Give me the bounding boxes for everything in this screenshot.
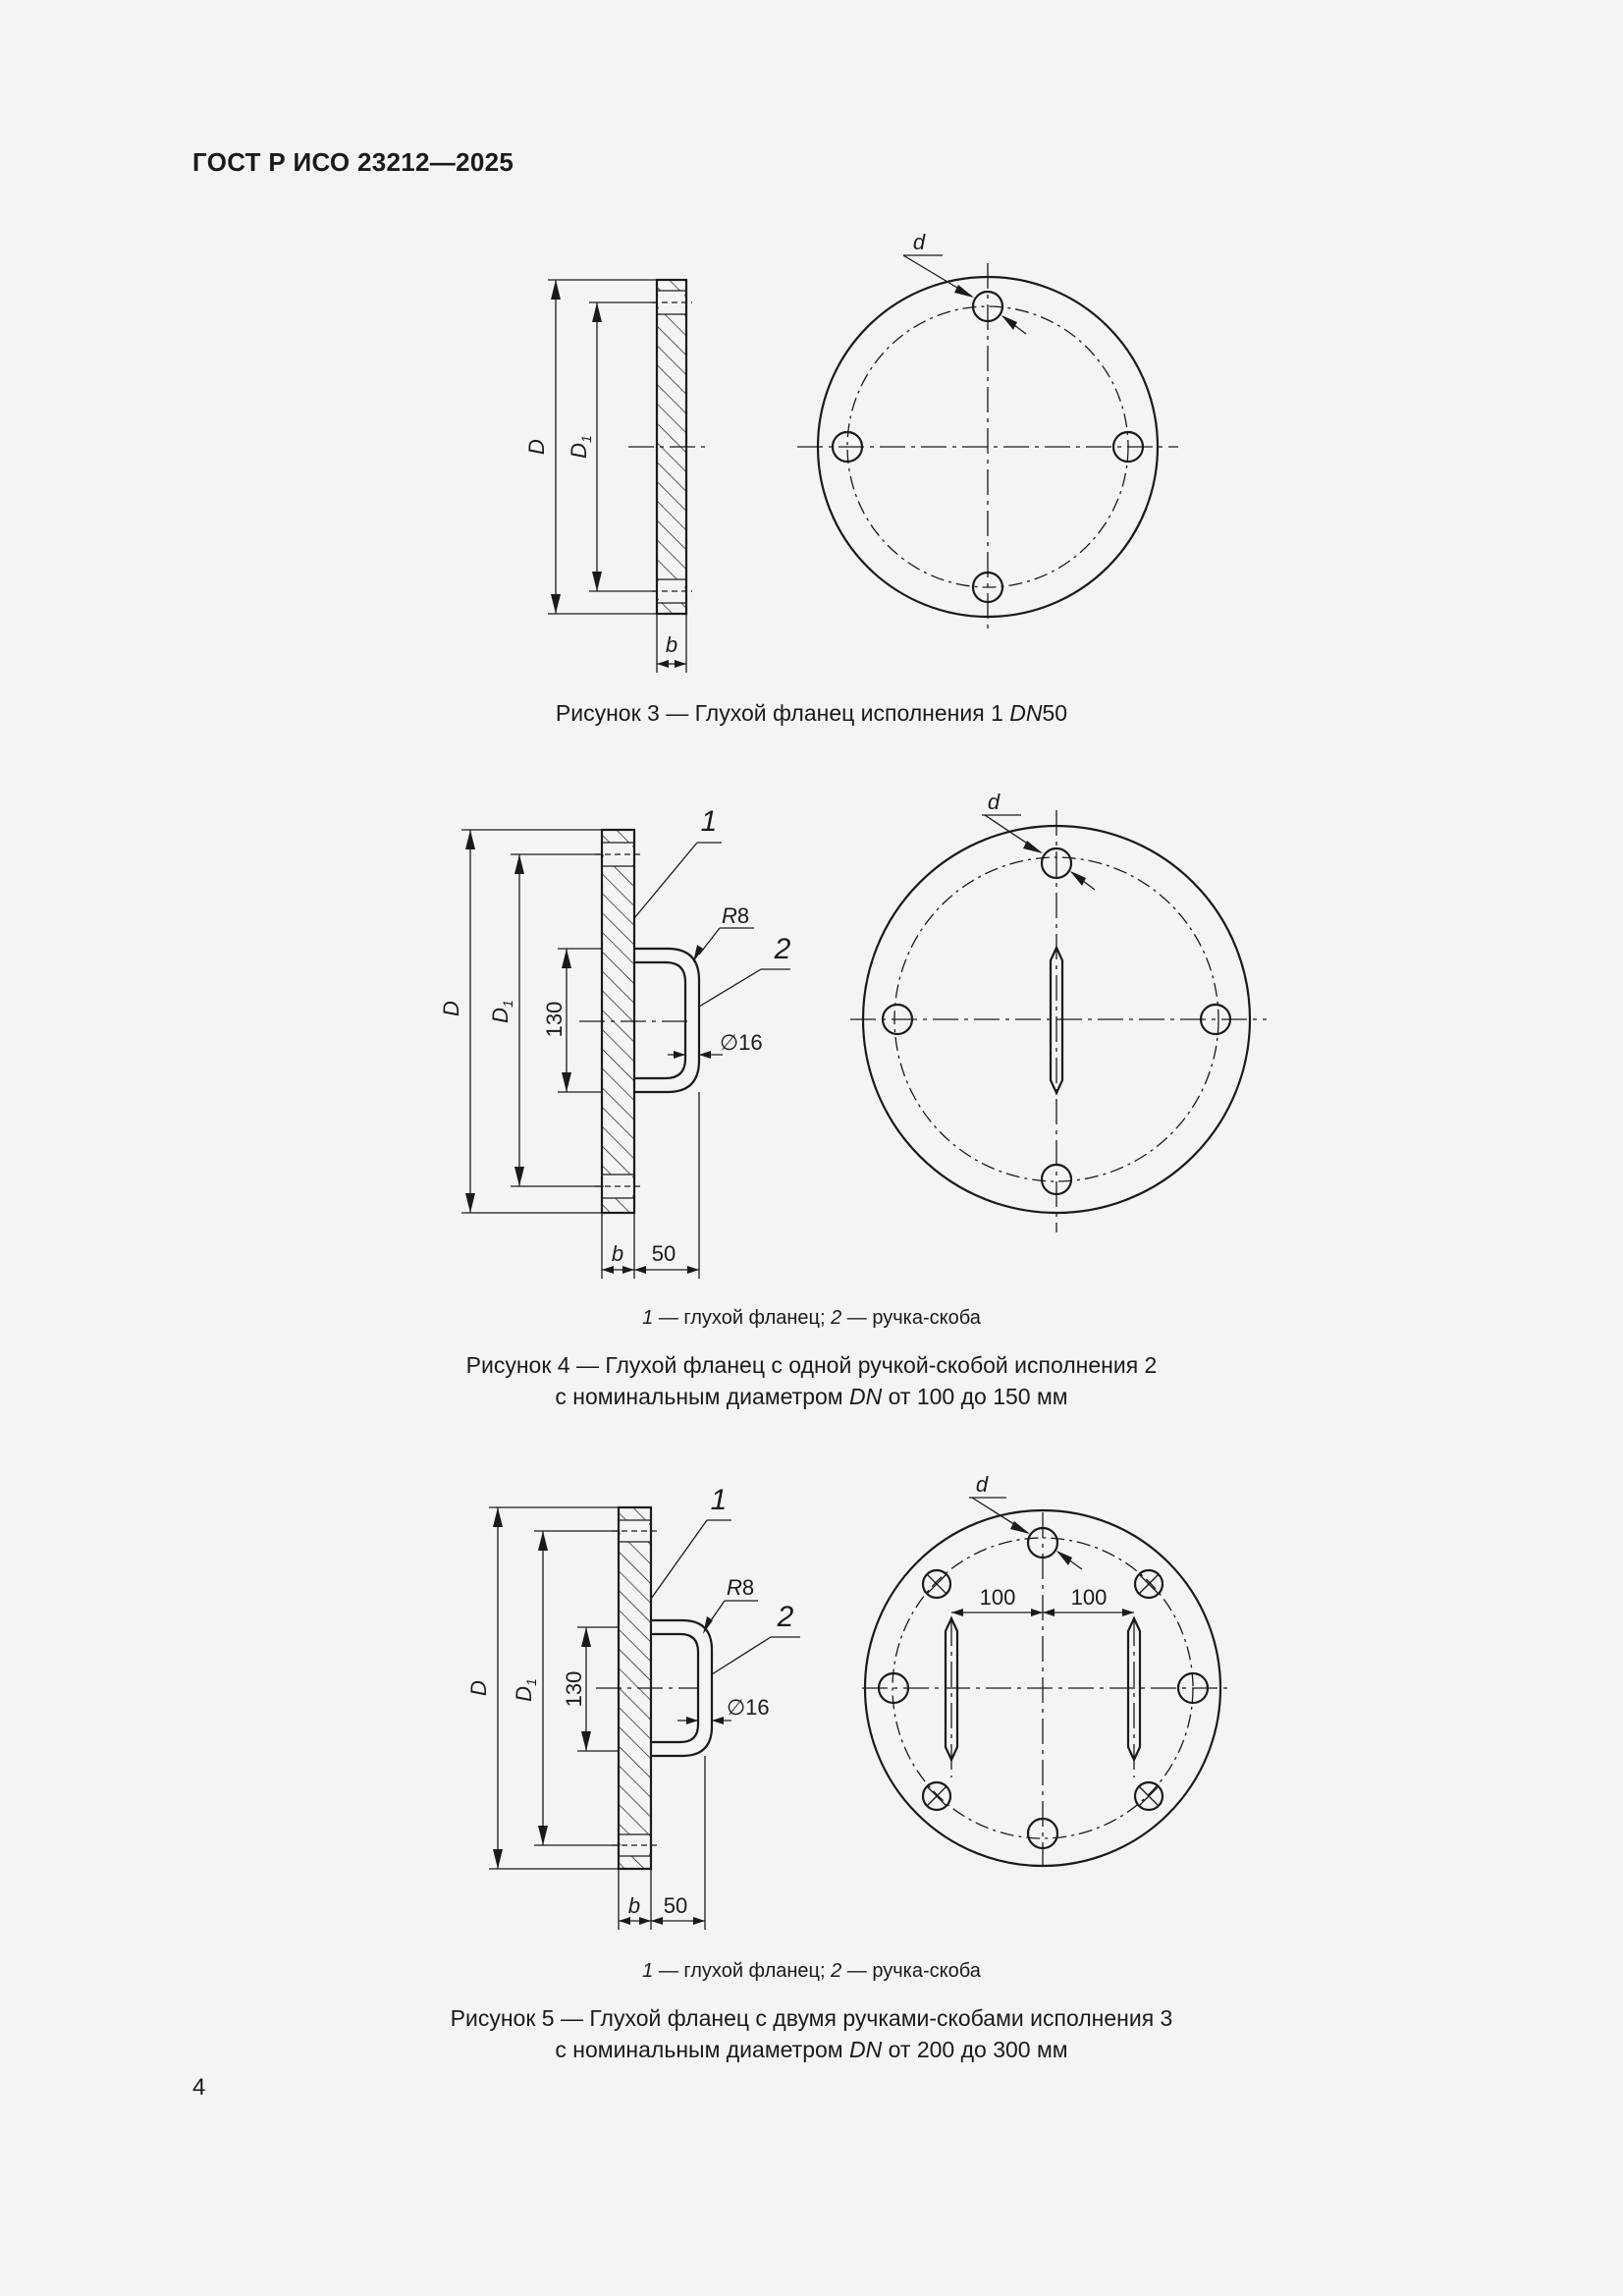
svg-text:∅16: ∅16 [720, 1030, 763, 1055]
figure-4-caption: Рисунок 4 — Глухой фланец с одной ручкой-скобой исполнения 2 с номинальным диаметром DN от 100 до 150 мм [465, 1352, 1158, 1409]
svg-text:R8: R8 [722, 903, 750, 928]
fig5-position-leaders [651, 1484, 800, 1674]
figure-5-caption: Рисунок 5 — Глухой фланец с двумя ручками-скобами исполнения 3 с номинальным диаметром DN от 200 до 300 мм [450, 2005, 1173, 2062]
fig4-position-leaders [634, 805, 791, 1007]
fig3-dim-b [657, 614, 686, 673]
svg-text:D: D [439, 1001, 463, 1016]
svg-text:D1: $D_1$ [567, 435, 594, 459]
fig3-label-d: d [912, 230, 926, 254]
svg-text:130: 130 [562, 1670, 586, 1708]
fig5-dim-dia16 [677, 1695, 770, 1724]
fig5-spacing-right: 100 [1070, 1585, 1108, 1610]
svg-text:d: d [987, 790, 1001, 814]
svg-text:50: 50 [663, 1893, 688, 1918]
page-number: 4 [192, 2074, 206, 2101]
fig3-label-D: D [524, 439, 549, 455]
fig4-dim-130 [542, 949, 602, 1092]
fig4-handle [634, 949, 699, 1092]
fig3-label-b: b [665, 632, 678, 657]
fig5-side-section [596, 1507, 697, 1869]
figure-5-drawing [0, 1463, 1623, 2013]
fig4-front-view [850, 790, 1267, 1232]
figure-3-drawing [0, 0, 1623, 707]
svg-text:R8: R8 [727, 1575, 755, 1600]
fig5-dim-130 [562, 1627, 619, 1751]
fig4-pos-1: 1 [700, 805, 718, 838]
fig4-dim-dia16 [668, 1030, 763, 1059]
svg-text:D1: $D_1$ [488, 1000, 515, 1023]
figure-4-drawing [0, 786, 1623, 1316]
fig3-side-section [628, 280, 707, 614]
figure-5-legend: 1 — глухой фланец; 2 — ручка-скоба [642, 1960, 981, 1982]
fig5-front-view [862, 1472, 1232, 1866]
svg-text:b: b [611, 1241, 624, 1266]
svg-text:∅16: ∅16 [727, 1695, 770, 1720]
svg-text:130: 130 [542, 1001, 567, 1038]
fig5-dim-R8 [703, 1575, 758, 1634]
fig4-dim-R8 [693, 903, 754, 962]
fig4-dim-D [439, 830, 602, 1213]
document-header: ГОСТ Р ИСО 23212—2025 [192, 147, 514, 177]
fig5-pos-1: 1 [710, 1484, 728, 1516]
svg-text:D1: $D_1$ [512, 1678, 539, 1702]
figure-4-legend: 1 — глухой фланец; 2 — ручка-скоба [642, 1307, 981, 1329]
svg-text:50: 50 [651, 1241, 676, 1266]
fig4-side-section [579, 830, 687, 1213]
fig3-label-D1: D [567, 442, 591, 459]
fig5-spacing-left: 100 [979, 1585, 1016, 1610]
fig5-pos-2: 2 [777, 1601, 794, 1633]
svg-text:b: b [627, 1893, 641, 1918]
svg-text:d: d [975, 1472, 989, 1497]
fig3-front-view [797, 230, 1178, 629]
svg-text:D: D [466, 1680, 491, 1696]
figure-3-caption: Рисунок 3 — Глухой фланец исполнения 1 DN50 [555, 700, 1068, 726]
fig4-pos-2: 2 [774, 933, 791, 965]
